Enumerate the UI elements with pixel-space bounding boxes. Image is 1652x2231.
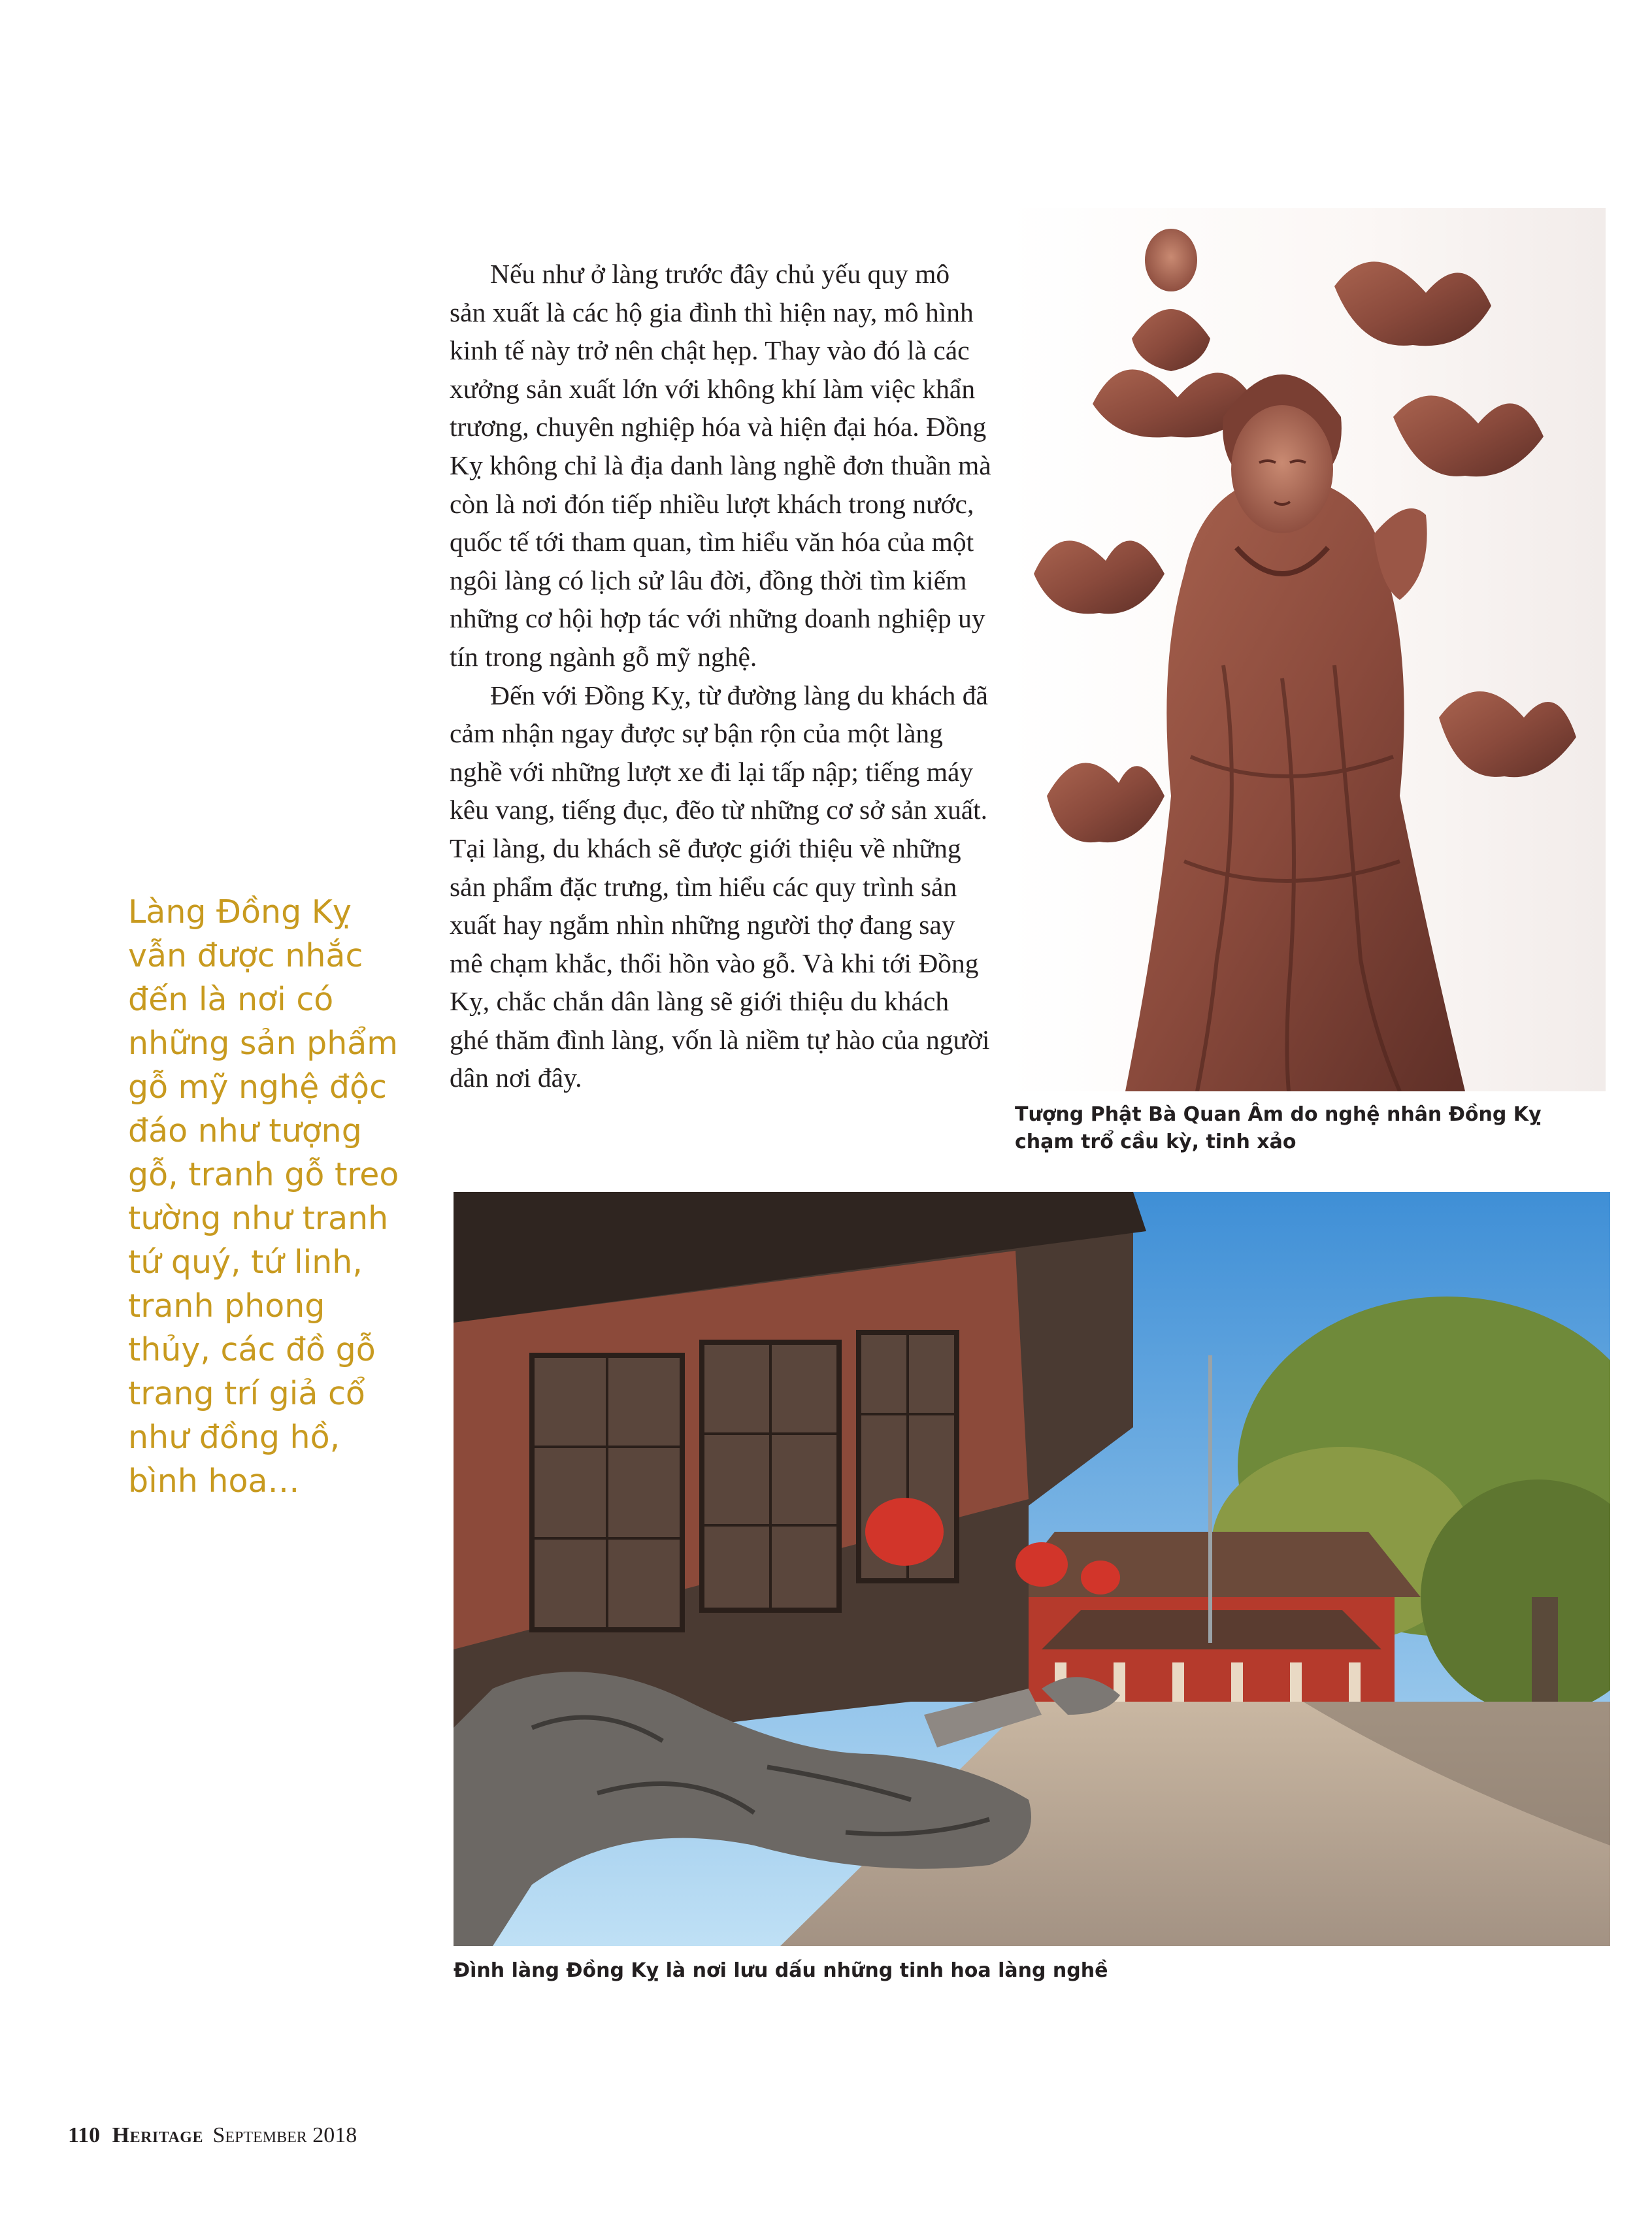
statue-photo <box>1008 208 1606 1091</box>
temple-illustration <box>454 1192 1610 1946</box>
magazine-name: Heritage <box>112 2123 203 2147</box>
statue-caption-line: chạm trổ cầu kỳ, tinh xảo <box>1015 1131 1297 1153</box>
temple-photo <box>454 1192 1610 1946</box>
article-body <box>450 255 992 1097</box>
statue-illustration <box>1008 208 1606 1091</box>
temple-caption: Đình làng Đồng Kỵ là nơi lưu dấu những tinh hoa làng nghề <box>454 1959 1108 1982</box>
statue-caption-line: Tượng Phật Bà Quan Âm do nghệ nhân Đồng Kỵ <box>1015 1103 1542 1126</box>
page-number: 110 <box>68 2123 101 2147</box>
issue-date: September 2018 <box>212 2123 357 2147</box>
article-paragraph: Đến với Đồng Kỵ, từ đường làng du khách đã cảm nhận ngay được sự bận rộn của một làng nghề với những lượt xe đi lại tấp nập; tiếng máy kêu vang, tiếng đục, đẽo từ những cơ sở sản xuất. Tại làng, du khách sẽ được giới thiệu về những sản phẩm đặc trưng, tìm hiểu các quy trình sản xuất hay ngắm nhìn những người thợ đang say mê chạm khắc, thổi hồn vào gỗ. Và khi tới Đồng Kỵ, chắc chắn dân làng sẽ giới thiệu du khách ghé thăm đình làng, vốn là niềm tự hào của người dân nơi đây. <box>450 680 990 1093</box>
statue-caption <box>1015 1101 1551 1156</box>
page-footer <box>68 2123 357 2149</box>
article-paragraph: Nếu như ở làng trước đây chủ yếu quy mô sản xuất là các hộ gia đình thì hiện nay, mô hình kinh tế này trở nên chật hẹp. Thay vào đó là các xưởng sản xuất lớn với không khí làm việc khẩn trương, chuyên nghiệp hóa và hiện đại hóa. Đồng Kỵ không chỉ là địa danh làng nghề đơn thuần mà còn là nơi đón tiếp nhiều lượt khách trong nước, quốc tế tới tham quan, tìm hiểu văn hóa của một ngôi làng có lịch sử lâu đời, đồng thời tìm kiếm những cơ hội hợp tác với những doanh nghiệp uy tín trong ngành gỗ mỹ nghệ. <box>450 259 991 672</box>
pull-quote: Làng Đồng Kỵ vẫn được nhắc đến là nơi có những sản phẩm gỗ mỹ nghệ độc đáo như tượng gỗ, tranh gỗ treo tường như tranh tứ quý, tứ linh, tranh phong thủy, các đồ gỗ trang trí giả cổ như đồng hồ, bình hoa… <box>128 893 399 1500</box>
